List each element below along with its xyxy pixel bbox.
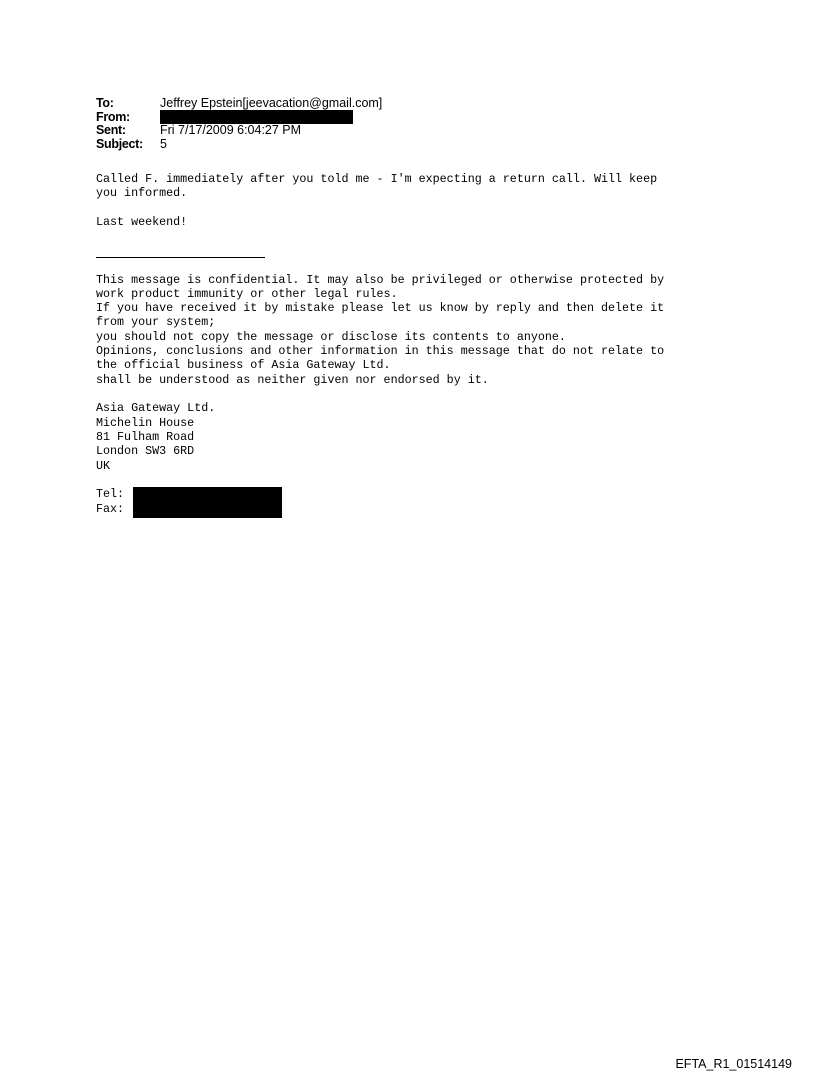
address-line: London SW3 6RD [96,444,195,458]
disclaimer-line: you should not copy the message or disclose its contents to anyone. [96,330,566,344]
from-redaction [160,110,353,124]
email-header [96,97,382,151]
contact-block [96,487,282,517]
signature-divider [96,257,265,258]
disclaimer-line: If you have received it by mistake please let us know by reply and then delete it [96,301,665,315]
tel-redaction [133,487,282,502]
body-line-1: Called F. immediately after you told me - I'm expecting a return call. Will keep [96,172,658,186]
fax-label: Fax: [96,502,125,516]
disclaimer-line: the official business of Asia Gateway Ltd. [96,358,391,372]
disclaimer-line: from your system; [96,315,216,329]
sent-row [96,124,382,138]
address-line: Asia Gateway Ltd. [96,401,216,415]
address-line: Michelin House [96,416,195,430]
fax-redaction [133,502,282,518]
sent-label: Sent: [96,123,126,138]
disclaimer-line: shall be understood as neither given nor endorsed by it. [96,373,489,387]
subject-value: 5 [160,136,167,151]
address-line: 81 Fulham Road [96,430,195,444]
to-value: Jeffrey Epstein[jeevacation@gmail.com] [160,96,383,111]
from-label: From: [96,109,130,124]
tel-row [96,487,282,502]
disclaimer-line: work product immunity or other legal rules. [96,287,398,301]
subject-label: Subject: [96,136,143,151]
disclaimer-line: Opinions, conclusions and other information in this message that do not relate to [96,344,665,358]
body-line-2: you informed. [96,186,188,200]
address-line: UK [96,459,111,473]
disclaimer-line: This message is confidential. It may also be privileged or otherwise protected by [96,273,665,287]
from-row [96,111,382,125]
document-id: EFTA_R1_01514149 [675,1057,792,1071]
sent-value: Fri 7/17/2009 6:04:27 PM [160,123,302,138]
subject-row [96,138,382,152]
to-row [96,97,382,111]
body-line-3: Last weekend! [96,215,188,229]
tel-label: Tel: [96,487,125,501]
to-label: To: [96,96,114,111]
fax-row [96,502,282,517]
